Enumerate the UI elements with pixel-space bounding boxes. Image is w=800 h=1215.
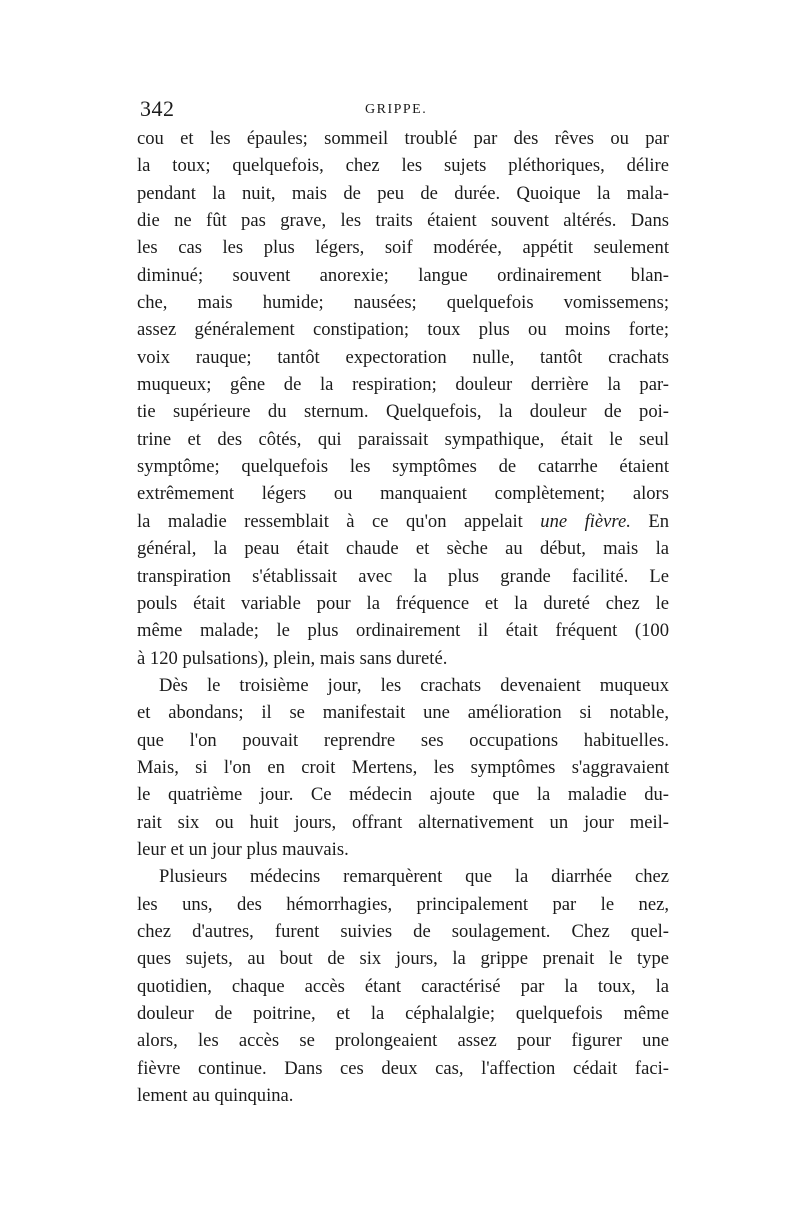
text-line: cou et les épaules; sommeil troublé par des rêves ou par [137, 128, 669, 149]
text-line: les cas les plus légers, soif modérée, appétit seulement [137, 237, 669, 259]
text-line: transpiration s'établissait avec la plus grande facilité. Le [137, 565, 669, 587]
text-line: même malade; le plus ordinairement il était fréquent (100 [137, 620, 669, 642]
text-line: pouls était variable pour la fréquence et la dureté chez le [137, 592, 669, 614]
text-line: rait six ou huit jours, offrant alternativement un jour meil- [137, 811, 669, 833]
running-title: GRIPPE. [365, 102, 428, 117]
text-line: quotidien, chaque accès étant caractérisé par la toux, la [137, 975, 669, 997]
text-line: fièvre continue. Dans ces deux cas, l'affection cédait faci- [137, 1057, 669, 1079]
text-line: tie supérieure du sternum. Quelquefois, la douleur de poi- [137, 401, 669, 423]
text-segment: En [630, 510, 669, 532]
text-line: muqueux; gêne de la respiration; douleur derrière la par- [137, 374, 669, 396]
italic-phrase: une fièvre. [540, 510, 631, 532]
text-segment: la maladie ressemblait à ce qu'on appelait [137, 510, 523, 532]
text-line: die ne fût pas grave, les traits étaient souvent altérés. Dans [137, 210, 669, 232]
running-head [140, 96, 670, 126]
text-line: et abondans; il se manifestait une amélioration si notable, [137, 702, 669, 724]
text-line: Mais, si l'on en croit Mertens, les symptômes s'aggravaient [137, 756, 669, 778]
text-line: ques sujets, au bout de six jours, la grippe prenait le type [137, 948, 669, 970]
text-line: le quatrième jour. Ce médecin ajoute que la maladie du- [137, 784, 669, 806]
text-line: les uns, des hémorrhagies, principalement par le nez, [137, 893, 669, 915]
text-line: voix rauque; tantôt expectoration nulle, tantôt crachats [137, 346, 669, 368]
text-line: assez généralement constipation; toux plus ou moins forte; [137, 319, 669, 341]
body-text [137, 125, 669, 1109]
text-line: la toux; quelquefois, chez les sujets pléthoriques, délire [137, 155, 669, 177]
text-line: chez d'autres, furent suivies de soulagement. Chez quel- [137, 920, 669, 942]
text-line: symptôme; quelquefois les symptômes de catarrhe étaient [137, 456, 669, 478]
text-line: extrêmement légers ou manquaient complètement; alors [137, 483, 669, 505]
page-number: 342 [140, 96, 175, 121]
text-line: trine et des côtés, qui paraissait sympathique, était le seul [137, 428, 669, 450]
text-line: général, la peau était chaude et sèche au début, mais la [137, 538, 669, 560]
text-line: pendant la nuit, mais de peu de durée. Quoique la mala- [137, 182, 669, 204]
paragraph-start-line: Plusieurs médecins remarquèrent que la diarrhée chez [159, 866, 669, 888]
text-line: à 120 pulsations), plein, mais sans dureté. [137, 647, 448, 669]
text-line: douleur de poitrine, et la céphalalgie; quelquefois même [137, 1003, 669, 1024]
text-line: alors, les accès se prolongeaient assez pour figurer une [137, 1030, 669, 1052]
text-line: leur et un jour plus mauvais. [137, 838, 349, 860]
text-line-with-italic [137, 508, 669, 535]
text-line: diminué; souvent anorexie; langue ordinairement blan- [137, 264, 669, 286]
paragraph-start-line: Dès le troisième jour, les crachats devenaient muqueux [159, 674, 669, 696]
text-line: che, mais humide; nausées; quelquefois vomissemens; [137, 292, 669, 314]
text-line: que l'on pouvait reprendre ses occupations habituelles. [137, 729, 669, 751]
text-line: lement au quinquina. [137, 1085, 294, 1107]
